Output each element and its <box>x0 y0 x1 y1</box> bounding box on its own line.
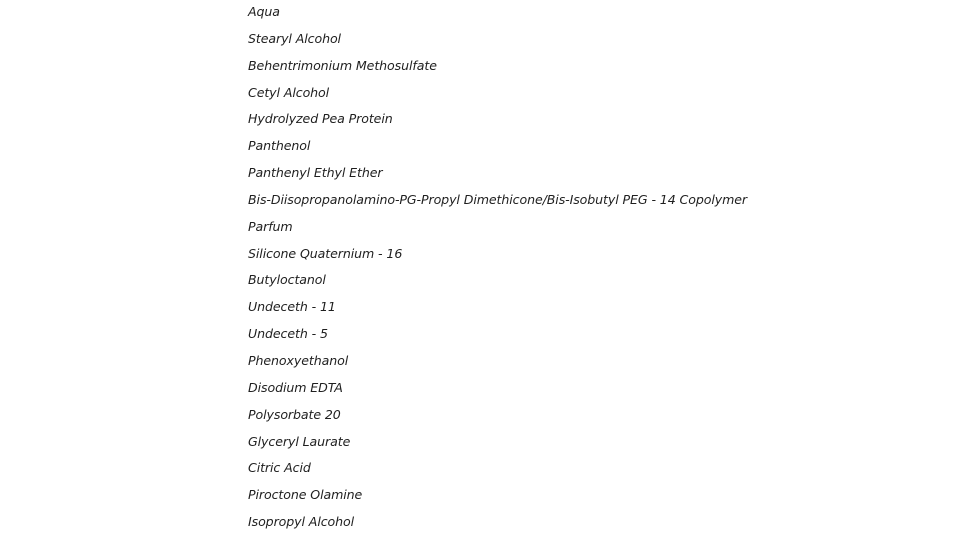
ingredient-item: Silicone Quaternium - 16 <box>248 245 403 261</box>
ingredient-item: Parfum <box>248 218 293 234</box>
ingredient-item: Phenoxyethanol <box>248 352 349 368</box>
ingredient-item: Glyceryl Laurate <box>248 433 351 449</box>
ingredient-item: Bis-Diisopropanolamino-PG-Propyl Dimethicone/Bis-Isobutyl PEG - 14 Copolymer <box>248 191 747 207</box>
ingredient-item: Disodium EDTA <box>248 379 343 395</box>
ingredient-item: Behentrimonium Methosulfate <box>248 57 437 73</box>
ingredient-item: Citric Acid <box>248 460 311 476</box>
ingredient-item: Piroctone Olamine <box>248 487 363 503</box>
ingredient-item: Hydrolyzed Pea Protein <box>248 111 393 127</box>
ingredient-list <box>248 0 747 537</box>
ingredient-item: Cetyl Alcohol <box>248 84 330 100</box>
ingredient-item: Undeceth - 11 <box>248 299 336 315</box>
ingredient-item: Panthenol <box>248 138 311 154</box>
ingredient-item: Stearyl Alcohol <box>248 30 341 46</box>
ingredient-item: Polysorbate 20 <box>248 406 341 422</box>
ingredient-item: Butyloctanol <box>248 272 326 288</box>
ingredient-item: Undeceth - 5 <box>248 326 328 342</box>
ingredient-item: Isopropyl Alcohol <box>248 514 355 530</box>
ingredient-item: Aqua <box>248 4 280 19</box>
ingredient-item: Panthenyl Ethyl Ether <box>248 165 383 181</box>
